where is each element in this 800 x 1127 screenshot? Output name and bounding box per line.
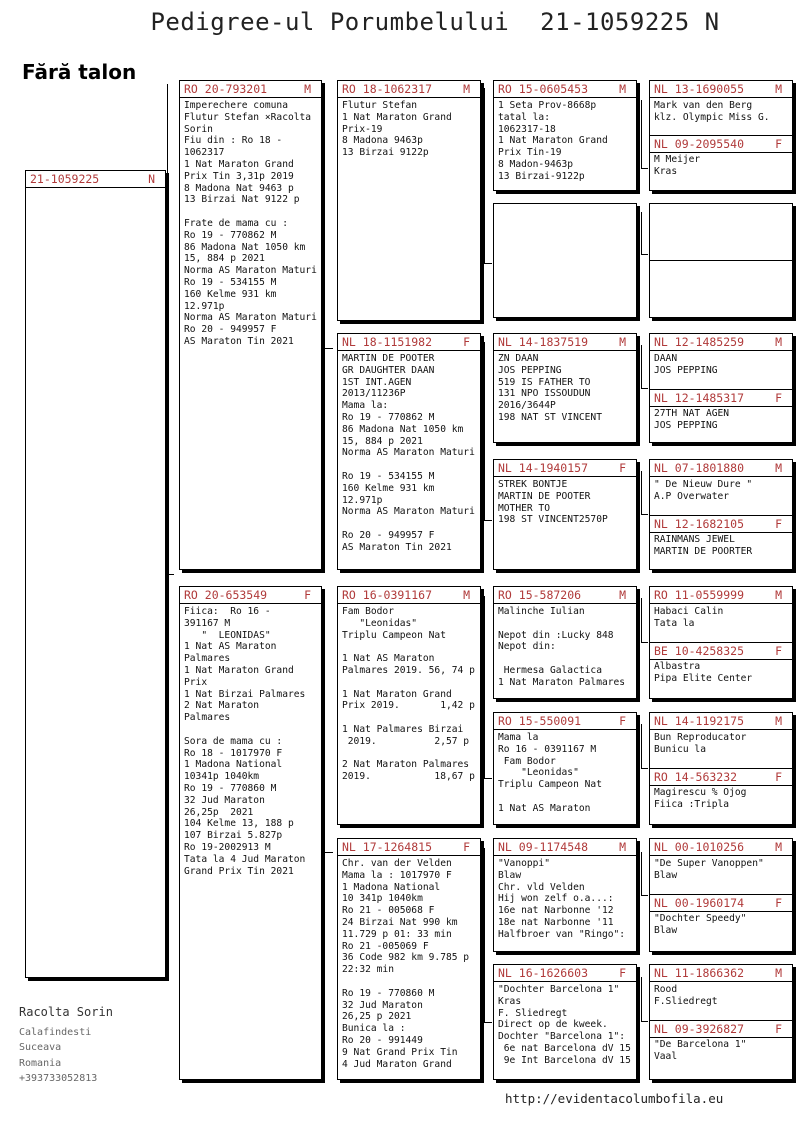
sex-marker: M — [463, 82, 470, 96]
connector-line — [324, 88, 325, 348]
pigeon-notes: " De Nieuw Dure " A.P Overwater — [654, 479, 753, 502]
sex-marker: M — [619, 588, 626, 602]
breeder-country: Romania — [19, 1057, 62, 1069]
pigeon-notes: Bun Reproducator Bunicu la — [654, 732, 747, 755]
sex-marker: F — [775, 1022, 782, 1036]
sex-marker: F — [619, 461, 626, 475]
connector-line — [641, 345, 642, 388]
pigeon-notes: MARTIN DE POOTER GR DAUGHTER DAAN 1ST INT.AGEN 2013/11236P Mama la: Ro 19 - 770862 M 86 Madona Nat 1050 km 15, 884 p 2021 Norma AS Maraton Maturi Ro 19 - 534155 M 160 Kelme 931 km 12.971p Norma AS Maraton Maturi Ro 20 - 949957 F AS Maraton Tin 2021 — [342, 353, 475, 553]
page-title — [0, 8, 800, 36]
sex-marker: M — [304, 82, 311, 96]
pigeon-notes: "De Barcelona 1" Vaal — [654, 1039, 747, 1062]
ggp-card-sds — [493, 333, 637, 443]
pigeon-notes: ZN DAAN JOS PEPPING 519 IS FATHER TO 131 NPO ISSOUDUN 2016/3644P 198 NAT ST VINCENT — [498, 353, 602, 423]
connector-line — [641, 977, 642, 1021]
ring-number: NL 16-1626603 — [498, 966, 589, 980]
sex-marker: F — [775, 391, 782, 405]
gen4-pair-7 — [649, 838, 793, 952]
sex-marker: F — [775, 137, 782, 151]
title-prefix: Pedigree-ul Porumbelului — [150, 8, 510, 36]
ring-number: RO 11-0559999 — [654, 588, 745, 602]
ring-number: RO 15-550091 — [498, 714, 582, 728]
ring-number: NL 00-1010256 — [654, 840, 745, 854]
gen4-pair-3 — [649, 333, 793, 443]
sex-marker: M — [775, 461, 782, 475]
pigeon-notes: Chr. van der Velden Mama la : 1017970 F 1 Madona National 10 341p 1040km Ro 21 - 005068 F 24 Birzai Nat 990 km 11.729 p 01: 33 min Ro 21 -005069 F 36 Code 982 km 9.785 p 22:32 min Ro 19 - 770860 M 32 Jud Maraton 26,25 p 2021 Bunica la : Ro 20 - 991449 9 Nat Grand Prix Tin 4 Jud Maraton Grand — [342, 858, 470, 1070]
breeder-name: Racolta Sorin — [19, 1005, 113, 1019]
sex-marker: F — [463, 335, 470, 349]
ring-number: NL 12-1485317 — [654, 391, 745, 405]
connector-line — [641, 1021, 648, 1022]
connector-line — [484, 263, 492, 264]
connector-line — [641, 388, 648, 389]
connector-line — [167, 574, 174, 575]
connector-line — [484, 342, 485, 520]
pigeon-notes: Magirescu % Ojog Fiica :Tripla — [654, 787, 747, 810]
sex-marker: F — [775, 517, 782, 531]
connector-line — [641, 852, 642, 895]
ggp-card-ssd — [493, 203, 637, 318]
sex-marker: M — [463, 588, 470, 602]
sex-marker: M — [775, 840, 782, 854]
pigeon-notes: Fiica: Ro 16 - 391167 M " LEONIDAS" 1 Nat AS Maraton Palmares 1 Nat Maraton Grand Prix 1 Nat Birzai Palmares 2 Nat Maraton Palmares Sora de mama cu : Ro 18 - 1017970 F 1 Madona National 10341p 1040km Ro 19 - 770860 M 32 Jud Maraton 26,25p 2021 104 Kelme 13, 188 p 107 Birzai 5.827p Ro 19-2002913 M Tata la 4 Jud Maraton Grand Prix Tin 2021 — [184, 606, 306, 877]
connector-line — [641, 768, 648, 769]
sex-marker: F — [463, 840, 470, 854]
ggp-card-ddd — [493, 964, 637, 1080]
gen4-pair-5 — [649, 586, 793, 699]
pigeon-notes: Imperechere comuna Flutur Stefan ×Racolta Sorin Fiu din : Ro 18 - 1062317 1 Nat Maraton Grand Prix Tin 3,31p 2019 8 Madona Nat 9463 p 13 Birzai Nat 9122 p Frate de mama cu : Ro 19 - 770862 M 86 Madona Nat 1050 km 15, 884 p 2021 Norma AS Maraton Maturi Ro 19 - 534155 M 160 Kelme 931 km 12.971p Norma AS Maraton Maturi Ro 20 - 949957 F AS Maraton Tin 2021 — [184, 100, 317, 347]
pigeon-notes: Rood F.Sliedregt — [654, 984, 718, 1007]
ring-number: NL 11-1866362 — [654, 966, 745, 980]
gen4-pair-8 — [649, 964, 793, 1080]
pigeon-notes: Fam Bodor "Leonidas" Triplu Campeon Nat 1 Nat AS Maraton Palmares 2019. 56, 74 p 1 Nat Maraton Grand Prix 2019. 1,42 p 1 Nat Palmares Birzai 2019. 2,57 p 2 Nat Maraton Palmares 2019. 18,67 p — [342, 606, 475, 783]
ring-number: RO 15-587206 — [498, 588, 582, 602]
pigeon-notes: "De Super Vanoppen" Blaw — [654, 858, 764, 881]
ring-number: RO 20-653549 — [184, 588, 268, 602]
connector-line — [641, 642, 648, 643]
connector-line — [484, 848, 485, 1022]
sex-marker: M — [619, 840, 626, 854]
connector-line — [641, 514, 648, 515]
breeder-locality: Calafindesti — [19, 1026, 92, 1038]
ggp-card-dsd — [493, 712, 637, 825]
sex-marker: M — [775, 714, 782, 728]
pigeon-notes: 1 Seta Prov-8668p tatal la: 1062317-18 1 Nat Maraton Grand Prix Tin-19 8 Madon-9463p 13 Birzai-9122p — [498, 100, 608, 182]
gen4-pair-4 — [649, 459, 793, 570]
breeder-county: Suceava — [19, 1042, 62, 1053]
pigeon-notes: Albastra Pipa Elite Center — [654, 661, 753, 684]
subject-pigeon-card — [25, 170, 166, 978]
pigeon-notes: "Vanoppi" Blaw Chr. vld Velden Hij won zelf o.a...: 16e nat Narbonne '12 18e nat Narbonne '11 Halfbroer van "Ringo": — [498, 858, 626, 940]
ring-number: NL 09-3926827 — [654, 1022, 745, 1036]
pigeon-notes — [650, 204, 792, 208]
pigeon-notes — [26, 188, 165, 192]
pigeon-notes: Flutur Stefan 1 Nat Maraton Grand Prix-19 8 Madona 9463p 13 Birzai 9122p — [342, 100, 452, 159]
ring-number: 21-1059225 — [30, 172, 100, 186]
ring-number: RO 16-0391167 — [342, 588, 433, 602]
pigeon-notes: DAAN JOS PEPPING — [654, 353, 718, 376]
pigeon-notes: 27TH NAT AGEN JOS PEPPING — [654, 408, 730, 431]
sex-marker: F — [619, 966, 626, 980]
ring-number: NL 13-1690055 — [654, 82, 745, 96]
talon-label: Fără talon — [22, 60, 137, 84]
connector-line — [324, 852, 333, 853]
ring-number: RO 15-0605453 — [498, 82, 589, 96]
connector-line — [641, 254, 648, 255]
pigeon-notes: Mark van den Berg klz. Olympic Miss G. — [654, 100, 770, 123]
connector-line — [484, 778, 492, 779]
sex-marker: F — [619, 714, 626, 728]
ring-number: RO 18-1062317 — [342, 82, 433, 96]
ring-number: NL 17-1264815 — [342, 840, 433, 854]
connector-line — [324, 592, 325, 852]
connector-line — [641, 168, 648, 169]
ring-number: NL 09-1174548 — [498, 840, 589, 854]
dam-card — [179, 586, 322, 1080]
breeder-info — [19, 1005, 113, 1087]
ggp-card-sss — [493, 80, 637, 191]
connector-line — [484, 596, 485, 778]
ring-number: NL 07-1801880 — [654, 461, 745, 475]
sex-marker: F — [775, 896, 782, 910]
website-link[interactable]: http://evidentacolumbofila.eu — [505, 1091, 724, 1106]
ring-number: NL 18-1151982 — [342, 335, 433, 349]
sex-marker: F — [775, 644, 782, 658]
title-ring: 21-1059225 N — [540, 8, 720, 36]
ggp-card-dds — [493, 838, 637, 952]
connector-line — [641, 724, 642, 768]
pigeon-notes: "Dochter Barcelona 1" Kras F. Sliedregt Direct op de kweek. Dochter "Barcelona 1": 6e nat Barcelona dV 15 9e Int Barcelona dV 15 — [498, 984, 631, 1066]
sex-marker: F — [775, 770, 782, 784]
connector-line — [641, 598, 642, 642]
ring-number: NL 00-1960174 — [654, 896, 745, 910]
pigeon-notes — [494, 204, 636, 208]
pigeon-notes: Habaci Calin Tata la — [654, 606, 724, 629]
ggp-card-sdd — [493, 459, 637, 570]
ring-number: NL 14-1837519 — [498, 335, 589, 349]
sire-sire-card — [337, 80, 481, 321]
sex-marker: M — [619, 335, 626, 349]
pigeon-notes: RAINMANS JEWEL MARTIN DE POORTER — [654, 534, 753, 557]
sex-marker: M — [619, 82, 626, 96]
connector-line — [641, 100, 642, 168]
ring-number: NL 14-1940157 — [498, 461, 589, 475]
ggp-card-dss — [493, 586, 637, 699]
sex-marker: N — [148, 172, 155, 186]
sex-marker: M — [775, 82, 782, 96]
gen4-pair-2 — [649, 203, 793, 318]
ring-number: NL 12-1485259 — [654, 335, 745, 349]
ring-number: RO 20-793201 — [184, 82, 268, 96]
dam-dam-card — [337, 838, 481, 1080]
connector-line — [641, 895, 648, 896]
pigeon-notes: Malinche Iulian Nepot din :Lucky 848 Nepot din: Hermesa Galactica 1 Nat Maraton Palmares — [498, 606, 626, 688]
connector-line — [641, 212, 642, 254]
ring-number: NL 12-1682105 — [654, 517, 745, 531]
ring-number: RO 14-563232 — [654, 770, 738, 784]
pigeon-notes — [650, 262, 658, 266]
dam-sire-card — [337, 586, 481, 825]
sex-marker: F — [304, 588, 311, 602]
ring-number: NL 14-1192175 — [654, 714, 745, 728]
connector-line — [167, 84, 168, 574]
connector-line — [484, 1022, 492, 1023]
ring-number: BE 10-4258325 — [654, 644, 745, 658]
pigeon-notes: M Meijer Kras — [654, 154, 701, 177]
sex-marker: M — [775, 335, 782, 349]
pigeon-notes: Mama la Ro 16 - 0391167 M Fam Bodor "Leonidas" Triplu Campeon Nat 1 Nat AS Maraton — [498, 732, 602, 814]
sire-card — [179, 80, 322, 570]
connector-line — [484, 520, 492, 521]
pigeon-notes: STREK BONTJE MARTIN DE POOTER MOTHER TO 198 ST VINCENT2570P — [498, 479, 608, 526]
sex-marker: M — [775, 588, 782, 602]
pigeon-notes: "Dochter Speedy" Blaw — [654, 913, 747, 936]
connector-line — [324, 348, 333, 349]
ring-number: NL 09-2095540 — [654, 137, 745, 151]
sex-marker: M — [775, 966, 782, 980]
gen4-pair-1 — [649, 80, 793, 191]
connector-line — [484, 88, 485, 263]
sire-dam-card — [337, 333, 481, 570]
gen4-pair-6 — [649, 712, 793, 825]
connector-line — [641, 471, 642, 514]
breeder-phone: +393733052813 — [19, 1073, 98, 1084]
